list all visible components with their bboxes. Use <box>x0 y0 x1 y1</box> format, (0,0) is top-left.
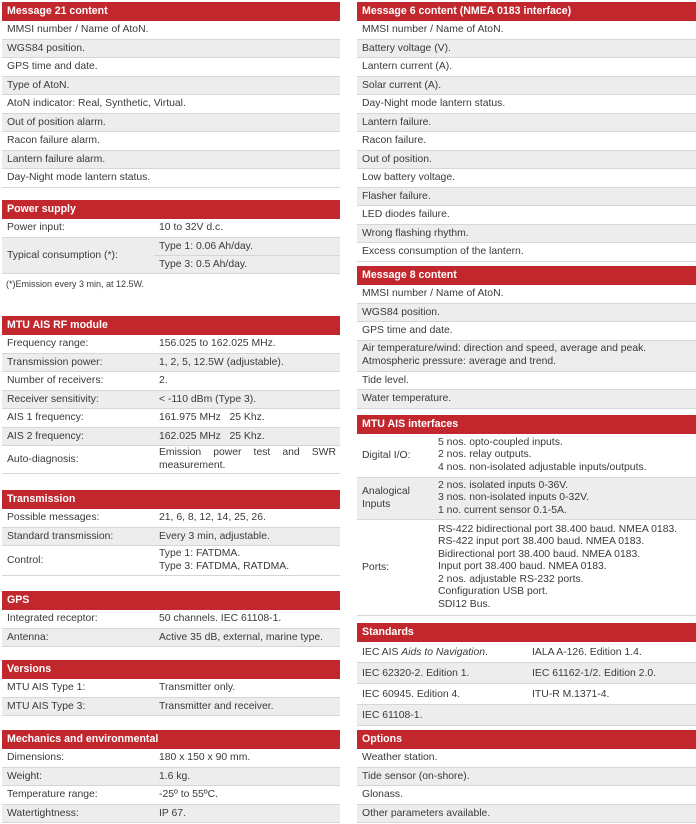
list-item: MMSI number / Name of AtoN. <box>357 285 696 304</box>
rf-module-section <box>2 316 340 474</box>
list-item: Racon failure alarm. <box>2 132 340 151</box>
standard-suffix: . <box>485 646 488 658</box>
table-row <box>2 629 340 648</box>
row-value: Transmitter and receiver. <box>159 700 274 712</box>
list-item: GPS time and date. <box>2 58 340 77</box>
power-supply-section <box>2 200 340 289</box>
table-row <box>2 391 340 410</box>
list-item: Solar current (A). <box>357 77 696 96</box>
table-row <box>2 786 340 805</box>
row-value: 161.975 MHz 25 Khz. <box>159 412 265 424</box>
row-value: Type 1: FATDMA. <box>159 548 241 559</box>
row-label: Power input: <box>7 222 65 234</box>
list-item: GPS time and date. <box>357 322 696 341</box>
list-item: Lantern current (A). <box>357 58 696 77</box>
table-row <box>357 663 696 684</box>
table-row <box>2 509 340 528</box>
table-row <box>2 238 340 274</box>
row-label: Number of receivers: <box>7 375 104 387</box>
row-value: Type 3: 0.5 Ah/day. <box>154 255 340 273</box>
row-label: Watertightness: <box>7 807 79 819</box>
row-value: 2 nos. relay outputs. <box>438 449 532 461</box>
row-value: 3 nos. non-isolated inputs 0-32V. <box>438 492 589 504</box>
row-value: 50 channels. IEC 61108-1. <box>159 613 282 625</box>
table-row <box>2 610 340 629</box>
row-value: 2 nos. adjustable RS-232 ports. <box>438 573 584 585</box>
row-value: 1.6 kg. <box>159 770 191 782</box>
section-header: Message 8 content <box>357 266 696 285</box>
standard-entry: ITU-R M.1371-4. <box>532 688 610 700</box>
row-value: Configuration USB port. <box>438 586 548 598</box>
row-label: Dimensions: <box>7 752 65 764</box>
row-value: Transmitter only. <box>159 682 236 694</box>
list-item: Lantern failure alarm. <box>2 151 340 170</box>
table-row <box>2 219 340 238</box>
footnote: (*)Emission every 3 min, at 12.5W. <box>6 278 145 289</box>
row-value: 1 no. current sensor 0.1-5A. <box>438 504 567 516</box>
table-row <box>2 546 340 576</box>
section-header: Message 21 content <box>2 2 340 21</box>
list-item: Excess consumption of the lantern. <box>357 243 696 262</box>
list-item: LED diodes failure. <box>357 206 696 225</box>
standard-entry: IEC 60945. Edition 4. <box>362 688 461 700</box>
row-label: Typical consumption (*): <box>7 249 118 261</box>
versions-section <box>2 660 340 716</box>
row-value: 1, 2, 5, 12.5W (adjustable). <box>159 356 284 368</box>
section-header: Versions <box>2 660 340 679</box>
section-header: Standards <box>357 623 696 642</box>
row-label: Receiver sensitivity: <box>7 393 99 405</box>
table-row <box>2 805 340 824</box>
section-header: MTU AIS RF module <box>2 316 340 335</box>
table-row <box>2 428 340 447</box>
row-label: Control: <box>7 555 44 566</box>
section-header: Transmission <box>2 490 340 509</box>
message-6-section <box>357 2 696 262</box>
row-label: Digital I/O: <box>362 450 411 461</box>
list-item: WGS84 position. <box>2 40 340 59</box>
list-item: Air temperature/wind: direction and speed, average and peak. Atmospheric pressure: average and trend. <box>357 341 696 372</box>
row-value: IP 67. <box>159 807 186 819</box>
row-value-group <box>433 524 696 612</box>
row-label: Frequency range: <box>7 338 89 350</box>
table-row <box>2 768 340 787</box>
row-value: 10 to 32V d.c. <box>159 222 224 234</box>
row-label: AIS 1 frequency: <box>7 412 84 424</box>
section-header: MTU AIS interfaces <box>357 415 696 434</box>
row-value: < -110 dBm (Type 3). <box>159 393 257 405</box>
list-item: Out of position. <box>357 151 696 170</box>
table-row <box>357 478 696 520</box>
table-row <box>357 520 696 616</box>
row-label: Weight: <box>7 770 43 782</box>
section-header: Options <box>357 730 696 749</box>
section-header: Mechanics and environmental <box>2 730 340 749</box>
row-label: AIS 2 frequency: <box>7 430 84 442</box>
list-item: Out of position alarm. <box>2 114 340 133</box>
row-value: RS-422 input port 38.400 baud. NMEA 0183. <box>438 536 645 548</box>
row-value-group <box>433 480 696 518</box>
row-value: Type 1: 0.06 Ah/day. <box>159 240 253 252</box>
options-section <box>357 730 696 823</box>
transmission-section <box>2 490 340 576</box>
standard-prefix: IEC AIS <box>362 646 402 658</box>
row-label: Ports: <box>362 562 390 573</box>
list-item: MMSI number / Name of AtoN. <box>357 21 696 40</box>
section-header: Power supply <box>2 200 340 219</box>
table-row <box>357 705 696 726</box>
standard-entry <box>357 647 527 658</box>
list-item: Lantern failure. <box>357 114 696 133</box>
section-header: Message 6 content (NMEA 0183 interface) <box>357 2 696 21</box>
standard-entry: IEC 62320-2. Edition 1. <box>362 667 470 679</box>
list-item: Tide sensor (on-shore). <box>357 768 696 787</box>
row-label: Integrated receptor: <box>7 613 98 625</box>
list-item: MMSI number / Name of AtoN. <box>2 21 340 40</box>
list-item: AtoN indicator: Real, Synthetic, Virtual. <box>2 95 340 114</box>
interfaces-section <box>357 415 696 616</box>
table-row <box>357 642 696 663</box>
standards-section <box>357 623 696 726</box>
list-item: Wrong flashing rhythm. <box>357 225 696 244</box>
row-label: Auto-diagnosis: <box>7 454 79 465</box>
row-label: MTU AIS Type 1: <box>7 682 86 694</box>
list-item: Water temperature. <box>357 390 696 409</box>
table-row <box>357 684 696 705</box>
table-row <box>2 679 340 698</box>
table-row <box>2 698 340 717</box>
standard-entry: IEC 61108-1. <box>362 709 423 721</box>
standard-italic: Aids to Navigation <box>401 646 486 658</box>
standard-entry: IALA A-126. Edition 1.4. <box>532 646 642 658</box>
list-item: Flasher failure. <box>357 188 696 207</box>
list-item: Day-Night mode lantern status. <box>357 95 696 114</box>
row-value: Input port 38.400 baud. NMEA 0183. <box>438 561 607 573</box>
row-value-group <box>433 437 696 475</box>
row-value: 4 nos. non-isolated adjustable inputs/outputs. <box>438 461 647 473</box>
row-value: 156.025 to 162.025 MHz. <box>159 338 276 350</box>
table-row <box>2 335 340 354</box>
table-row <box>2 446 340 474</box>
row-label: MTU AIS Type 3: <box>7 700 86 712</box>
table-row <box>2 409 340 428</box>
row-value: Bidirectional port 38.400 baud. NMEA 0183. <box>438 548 641 560</box>
row-label: Antenna: <box>7 631 49 643</box>
row-value: -25º to 55ºC. <box>159 789 218 801</box>
row-value: 2 nos. isolated inputs 0-36V. <box>438 479 569 491</box>
row-label: Possible messages: <box>7 512 100 524</box>
row-value-group <box>154 548 340 573</box>
list-item: Low battery voltage. <box>357 169 696 188</box>
list-item: Day-Night mode lantern status. <box>2 169 340 188</box>
row-value: Active 35 dB, external, marine type. <box>159 631 324 643</box>
list-item: Racon failure. <box>357 132 696 151</box>
row-label: Standard transmission: <box>7 530 114 542</box>
table-row <box>2 372 340 391</box>
row-label: Analogical Inputs <box>362 486 410 510</box>
table-row <box>2 528 340 547</box>
list-item: WGS84 position. <box>357 304 696 323</box>
row-value: Type 3: FATDMA, RATDMA. <box>159 560 290 572</box>
row-value: Every 3 min, adjustable. <box>159 530 270 542</box>
list-item: Battery voltage (V). <box>357 40 696 59</box>
row-value: RS-422 bidirectional port 38.400 baud. NMEA 0183. <box>438 523 678 535</box>
row-value-group <box>154 238 340 273</box>
message-8-section <box>357 266 696 409</box>
list-item: Weather station. <box>357 749 696 768</box>
row-value: 21, 6, 8, 12, 14, 25, 26. <box>159 512 266 524</box>
row-value: 162.025 MHz 25 Khz. <box>159 430 265 442</box>
message-21-section <box>2 2 340 188</box>
table-row <box>2 749 340 768</box>
list-item: Glonass. <box>357 786 696 805</box>
row-value: 5 nos. opto-coupled inputs. <box>438 436 563 448</box>
mechanics-section <box>2 730 340 823</box>
row-value: 180 x 150 x 90 mm. <box>159 752 251 764</box>
standard-entry: IEC 61162-1/2. Edition 2.0. <box>532 667 656 679</box>
table-row <box>357 434 696 478</box>
list-item: Tide level. <box>357 372 696 391</box>
list-item: Other parameters available. <box>357 805 696 824</box>
row-label: Temperature range: <box>7 789 98 801</box>
row-value: 2. <box>159 375 168 387</box>
list-item: Type of AtoN. <box>2 77 340 96</box>
row-value: Emission power test and SWR measurement. <box>159 447 336 471</box>
row-value: SDI12 Bus. <box>438 598 491 610</box>
section-header: GPS <box>2 591 340 610</box>
row-label: Transmission power: <box>7 356 103 368</box>
table-row <box>2 354 340 373</box>
gps-section <box>2 591 340 647</box>
